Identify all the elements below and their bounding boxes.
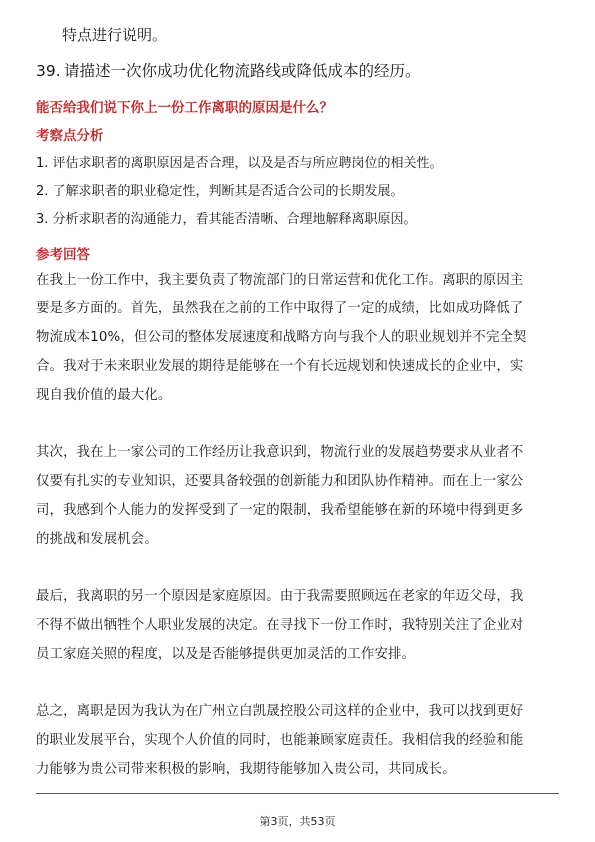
answer-line: 在我上一份工作中，我主要负责了物流部门的日常运营和优化工作。离职的原因主 [36,273,524,288]
question-39 [36,59,421,81]
answer-line: 合。我对于未来职业发展的期待是能够在一个有长远规划和快速成长的企业中，实 [36,359,524,374]
question-title: 能否给我们说下你上一份工作离职的原因是什么？ [36,100,333,116]
analysis-point: 2. 了解求职者的职业稳定性，判断其是否适合公司的长期发展。 [36,184,404,199]
answer-line: 其次，我在上一家公司的工作经历让我意识到，物流行业的发展趋势要求从业者不 [36,445,524,460]
analysis-heading: 考察点分析 [36,128,104,144]
answer-heading: 参考回答 [36,247,90,263]
page-number: 第3页，共53页 [259,815,336,828]
answer-line: 现自我价值的最大化。 [36,388,172,403]
answer-line: 总之，离职是因为我认为在广州立白凯晟控股公司这样的企业中，我可以找到更好 [36,704,524,719]
answer-line: 司，我感到个人能力的发挥受到了一定的限制，我希望能够在新的环境中得到更多 [36,503,524,518]
answer-line: 的挑战和发展机会。 [36,532,158,547]
answer-line: 仅要有扎实的专业知识，还要具备较强的创新能力和团队协作精神。而在上一家公 [36,474,524,489]
intro-line: 特点进行说明。 [62,26,168,44]
answer-line: 的职业发展平台，实现个人价值的同时，也能兼顾家庭责任。我相信我的经验和能 [36,733,524,748]
analysis-point: 3. 分析求职者的沟通能力，看其能否清晰、合理地解释离职原因。 [36,212,417,227]
question-text: 请描述一次你成功优化物流路线或降低成本的经历。 [64,62,421,80]
question-number: 39. [36,62,61,80]
answer-line: 力能够为贵公司带来积极的影响，我期待能够加入贵公司，共同成长。 [36,762,456,777]
answer-line: 员工家庭关照的程度，以及是否能够提供更加灵活的工作安排。 [36,647,416,662]
analysis-point: 1. 评估求职者的离职原因是否合理，以及是否与所应聘岗位的相关性。 [36,156,443,171]
answer-line: 最后，我离职的另一个原因是家庭原因。由于我需要照顾远在老家的年迈父母，我 [36,589,524,604]
footer-divider [36,793,559,794]
answer-line: 物流成本10%，但公司的整体发展速度和战略方向与我个人的职业规划并不完全契 [36,330,527,345]
answer-line: 不得不做出牺牲个人职业发展的决定。在寻找下一份工作时，我特别关注了企业对 [36,618,524,633]
answer-line: 要是多方面的。首先，虽然我在之前的工作中取得了一定的成绩，比如成功降低了 [36,301,524,316]
